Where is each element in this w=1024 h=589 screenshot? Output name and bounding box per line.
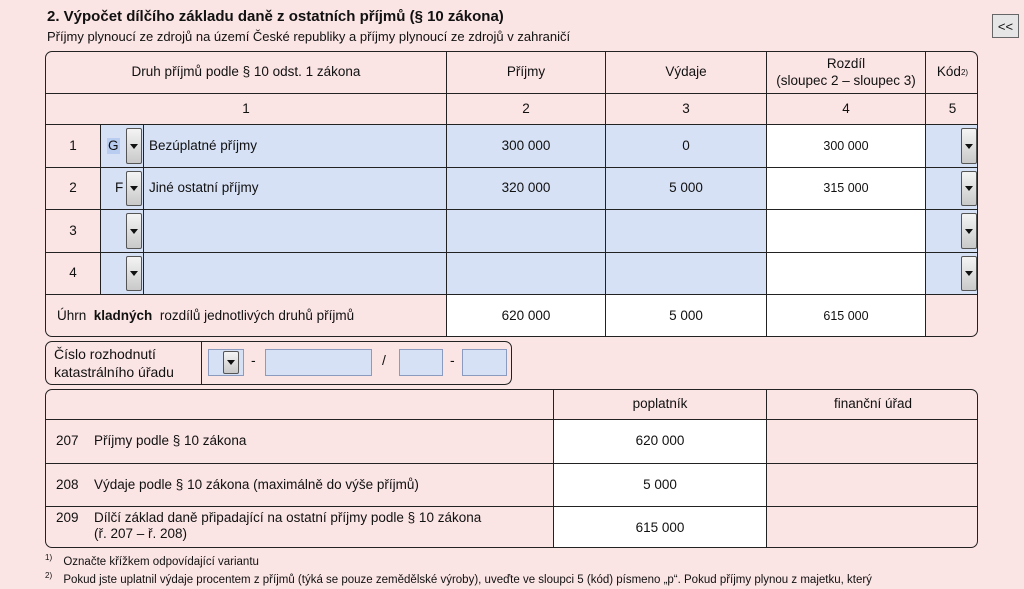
summary-row-209: [46, 506, 553, 548]
summary-urad-207: [766, 419, 978, 463]
income-type-field[interactable]: [143, 209, 446, 252]
total-label-post: rozdílů jednotlivých druhů příjmů: [159, 308, 355, 324]
prijmy-field[interactable]: [446, 252, 605, 294]
chevron-down-icon[interactable]: [961, 213, 977, 249]
total-kod: [925, 294, 978, 337]
cadastre-number-field[interactable]: [265, 349, 372, 376]
total-vydaje: 5 000: [605, 294, 766, 337]
kod-select[interactable]: [925, 209, 978, 252]
header-prijmy: Příjmy: [446, 52, 605, 93]
summary-header-empty: [46, 390, 553, 419]
cadastre-divider: [201, 342, 202, 385]
header-druh: Druh příjmů podle § 10 odst. 1 zákona: [131, 64, 361, 80]
summary-table: [45, 389, 978, 548]
total-label-pre: Úhrn: [57, 308, 87, 324]
income-type-field[interactable]: Bezúplatné příjmy: [143, 124, 446, 167]
total-rozdil: 615 000: [766, 294, 925, 337]
kod-select[interactable]: [925, 167, 978, 209]
summary-urad-208: [766, 463, 978, 506]
total-prijmy: 620 000: [446, 294, 605, 337]
cadastre-dash-2: -: [450, 352, 455, 368]
chevron-down-icon[interactable]: [126, 128, 142, 164]
cadastre-type-select[interactable]: [208, 349, 244, 376]
kod-select[interactable]: [925, 124, 978, 167]
income-code-select[interactable]: [100, 167, 143, 209]
chevron-down-icon[interactable]: [126, 213, 142, 249]
footnote-1-text: Označte křížkem odpovídající variantu: [63, 555, 259, 568]
summary-row-208: [46, 463, 553, 506]
summary-header-poplatnik: poplatník: [553, 390, 766, 419]
rozdil-value: [766, 209, 925, 252]
header-rozdil: [766, 52, 925, 93]
row-number: 2: [46, 167, 100, 209]
footnote-1: [45, 553, 259, 568]
header-kod-footnote: 2): [960, 67, 969, 77]
col-number-2: 2: [446, 93, 605, 124]
col-number-4: 4: [766, 93, 925, 124]
chevron-down-icon[interactable]: [223, 351, 239, 374]
rozdil-value: [766, 252, 925, 294]
row-number: 4: [46, 252, 100, 294]
summary-row-number: 208: [56, 476, 79, 492]
section-title: 2. Výpočet dílčího základu daně z ostatních příjmů (§ 10 zákona): [47, 8, 504, 25]
summary-row-label: Výdaje podle § 10 zákona (maximálně do výše příjmů): [94, 476, 419, 492]
kod-select[interactable]: [925, 252, 978, 294]
chevron-down-icon[interactable]: [961, 128, 977, 164]
row-number: 1: [46, 124, 100, 167]
summary-value-207: 620 000: [553, 419, 766, 463]
header-vydaje: Výdaje: [605, 52, 766, 93]
cadastre-slash: /: [382, 352, 386, 368]
income-code-value: F: [115, 180, 124, 195]
prijmy-field[interactable]: [446, 209, 605, 252]
income-type-field[interactable]: Jiné ostatní příjmy: [143, 167, 446, 209]
income-type-field[interactable]: [143, 252, 446, 294]
summary-row-207: [46, 419, 553, 463]
vydaje-field[interactable]: 0: [605, 124, 766, 167]
rozdil-value: 315 000: [766, 167, 925, 209]
col-number-5: 5: [925, 93, 978, 124]
income-code-select[interactable]: [100, 252, 143, 294]
footnote-2: [45, 571, 1020, 586]
chevron-down-icon[interactable]: [961, 171, 977, 206]
footnote-2-marker: 2): [45, 571, 53, 580]
income-code-select[interactable]: [100, 209, 143, 252]
cadastre-label: [54, 345, 174, 381]
cadastre-year-field[interactable]: [399, 349, 443, 376]
total-label-bold: kladných: [93, 308, 153, 324]
header-rozdil-line2: (sloupec 2 – sloupec 3): [776, 72, 916, 88]
summary-row-number: 207: [56, 433, 79, 449]
cadastre-box: [45, 341, 512, 385]
back-button[interactable]: <<: [992, 14, 1019, 38]
chevron-down-icon[interactable]: [961, 256, 977, 291]
cadastre-dash-1: -: [251, 352, 256, 368]
vydaje-field[interactable]: 5 000: [605, 167, 766, 209]
summary-urad-209: [766, 506, 978, 548]
cadastre-label-line2: katastrálního úřadu: [54, 364, 174, 380]
income-code-value: G: [108, 138, 119, 153]
summary-header-urad: finanční úřad: [766, 390, 978, 419]
summary-row-label-group: [94, 510, 481, 542]
income-table: [45, 51, 978, 337]
summary-value-209: 615 000: [553, 506, 766, 548]
summary-row-label: Příjmy podle § 10 zákona: [94, 433, 247, 449]
vydaje-field[interactable]: [605, 252, 766, 294]
rozdil-value: 300 000: [766, 124, 925, 167]
header-kod-label: Kód: [936, 64, 961, 80]
header-rozdil-line1: Rozdíl: [826, 56, 866, 72]
total-label: [46, 294, 446, 337]
vydaje-field[interactable]: [605, 209, 766, 252]
summary-value-208: 5 000: [553, 463, 766, 506]
col-number-1: 1: [46, 93, 446, 124]
summary-row-number: 209: [56, 510, 79, 525]
header-kod: [925, 52, 978, 93]
summary-row-label: Dílčí základ daně připadající na ostatní příjmy podle § 10 zákona: [94, 510, 482, 525]
prijmy-field[interactable]: 320 000: [446, 167, 605, 209]
cadastre-office-field[interactable]: [462, 349, 507, 376]
col-number-3: 3: [605, 93, 766, 124]
footnote-2-text: Pokud jste uplatnil výdaje procentem z příjmů (týká se pouze zemědělské výroby), uveďte ve sloupci 5 (kód) písmeno „p“. Pokud příjmy plynou z majetku, který: [63, 573, 872, 586]
chevron-down-icon[interactable]: [126, 256, 142, 291]
prijmy-field[interactable]: 300 000: [446, 124, 605, 167]
income-code-select[interactable]: [100, 124, 143, 167]
summary-row-label-2: (ř. 207 – ř. 208): [94, 526, 188, 542]
row-number: 3: [46, 209, 100, 252]
footnote-1-marker: 1): [45, 553, 53, 562]
section-subtitle: Příjmy plynoucí ze zdrojů na území České republiky a příjmy plynoucí ze zdrojů v zahraničí: [47, 29, 571, 44]
cadastre-label-line1: Číslo rozhodnutí: [54, 346, 156, 362]
chevron-down-icon[interactable]: [126, 171, 142, 206]
